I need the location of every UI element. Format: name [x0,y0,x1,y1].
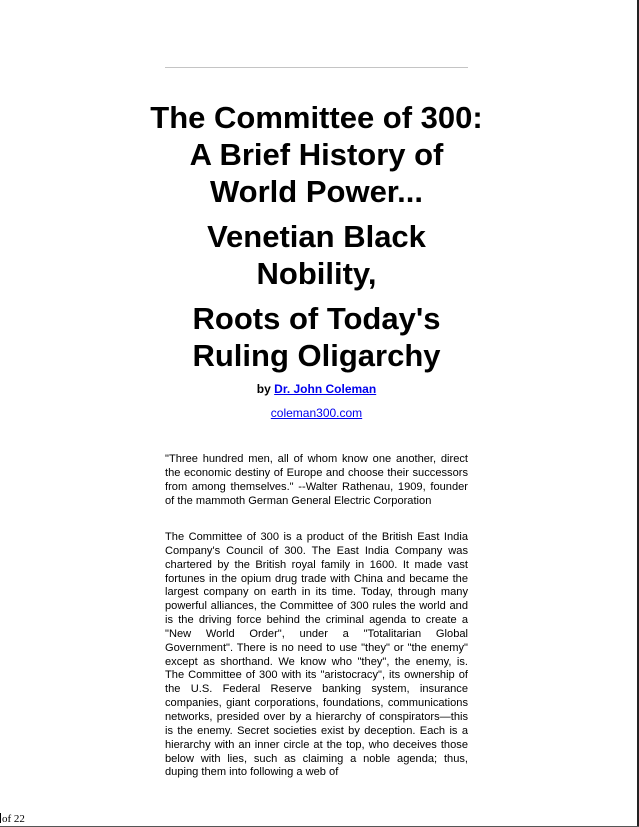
website-link[interactable]: coleman300.com [270,406,363,420]
document-subtitle: Venetian Black Nobility, [207,219,426,291]
byline-prefix: by [256,382,271,396]
author-link[interactable]: Dr. John Coleman [274,382,377,396]
document-subtitle-2: Roots of Today's Ruling Oligarchy [192,301,441,373]
page-cursor [0,813,1,823]
byline [165,382,468,397]
website-line [165,406,468,421]
page-count: of 22 [2,813,25,825]
quote-paragraph: "Three hundred men, all of whom know one another, direct the economic destiny of Europe and choose their successors from among themselves." --Walter Rathenau, 1909, founder of the mammoth German General Electric Corporation [165,453,468,507]
top-divider [165,67,468,68]
body-paragraph: The Committee of 300 is a product of the British East India Company's Council of 300. The East India Company was chartered by the British royal family in 1600. It made vast fortunes in the opium drug trade with China and became the largest company on earth in its time. Today, through many powerful alliances, the Committee of 300 rules the world and is the driving force behind the criminal agenda to create a "New World Order", under a "Totalitarian Global Government". There is no need to use "they" or "the enemy" except as shorthand. We know who "they", the enemy, is. The Committee of 300 with its "aristocracy", its ownership of the U.S. Federal Reserve banking system, insurance companies, giant corporations, foundations, communications networks, presided over by a hierarchy of conspirators—this is the enemy. Secret societies exist by deception. Each is a hierarchy with an inner circle at the top, who deceives those below with lies, such as claiming a noble agenda; thus, duping them into following a web of [165,531,468,779]
document-title: The Committee of 300: A Brief History of World Power... [150,100,483,209]
page-indicator [0,812,25,826]
